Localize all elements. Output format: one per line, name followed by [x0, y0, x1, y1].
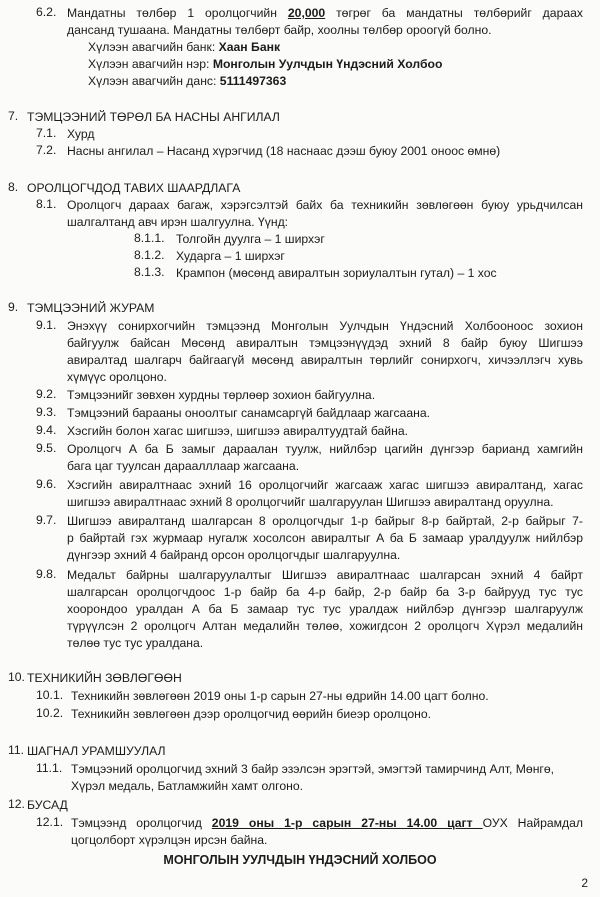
- item-10-1: Техникийн зөвлөгөөн 2019 оны 1-р сарын 27-ны өдрийн 14.00 цагт болно.: [71, 689, 489, 703]
- bank-row: Хүлээн авагчийн банк: Хаан Банк: [88, 40, 281, 54]
- item-9-6-line: шигшээ авиралтнаас эхний 8 оролцогчийг шалгаруулан Шигшээ авиралтанд оруулна.: [67, 495, 554, 509]
- item-number: 9.2.: [36, 387, 57, 401]
- recipient-name-row: Хүлээн авагчийн нэр: Монголын Уулчдын Үндэсний Холбоо: [88, 57, 443, 71]
- section-8-heading: ОРОЛЦОГЧДОД ТАВИХ ШААРДЛАГА: [27, 181, 241, 195]
- item-number: 10.1.: [36, 688, 64, 702]
- item-7-1: Хурд: [67, 127, 95, 141]
- account-value: 5111497363: [219, 74, 287, 88]
- item-8-1-3: Крампон (мөсөнд авиралтын зориулалтын гутал) – 1 хос: [176, 266, 497, 280]
- section-12-heading: БУСАД: [27, 798, 68, 812]
- item-number: 8.1.3.: [134, 265, 165, 279]
- item-9-8-line: төлөө тус тус уралдана.: [67, 636, 204, 650]
- item-9-1-line: байгуулж байсан Мөсөнд авиралтын тэмцээнүүдэд эхний 8 байр буюу Шигшээ: [67, 336, 583, 350]
- item-9-5-line: бага цаг туулсан дараалллаар жагсаана.: [67, 459, 300, 473]
- item-9-6-line: Хэсгийн авиралтнаас эхний 16 оролцогчийг жагсааж хагас шигшээ авиралтанд, хагас: [67, 478, 583, 492]
- item-12-1-line1: Тэмцээнд оролцогчид 2019 оны 1-р сарын 27-ны 14.00 цагт ОУХ Найрамдал: [71, 816, 584, 830]
- item-number: 8.1.2.: [134, 248, 165, 262]
- item-10-2: Техникийн зөвлөгөөн дээр оролцогчид өөрийн биеэр оролцоно.: [71, 707, 431, 721]
- item-number: 7.1.: [36, 126, 57, 140]
- section-number: 7.: [8, 109, 19, 123]
- item-8-1-line1: Оролцогч дараах багаж, хэрэгсэлтэй байх ба техникийн зөвлөгөөн буюу урьдчилсан: [67, 198, 583, 212]
- fee-amount: 20,000: [287, 6, 326, 20]
- item-number: 8.1.1.: [134, 231, 165, 245]
- item-number: 9.8.: [36, 567, 57, 581]
- item-9-7-line: дүнгээр эхний 4 байранд орсон оролцогчдыг шалгаруулна.: [67, 548, 401, 562]
- arrival-datetime: 2019 оны 1-р сарын 27-ны 14.00 цагт: [211, 816, 483, 830]
- recipient-name-value: Монголын Уулчдын Үндэсний Холбоо: [212, 57, 443, 71]
- item-12-1-line2: цогцолборт хүрэлцэн ирсэн байна.: [71, 833, 268, 847]
- item-9-8-line: Медальт байрны шалгаруулалтыг Шигшээ авиралтнаас шалгарсан эхний 4 байрт: [67, 568, 583, 582]
- item-number: 12.1.: [36, 815, 64, 829]
- item-8-1-1: Толгойн дуулга – 1 ширхэг: [176, 232, 325, 246]
- section-number: 10.: [8, 670, 25, 684]
- item-9-3: Тэмцээний барааны оноолтыг санамсаргүй байдлаар жагсаана.: [67, 406, 430, 420]
- item-9-1-line: хүмүүс оролцоно.: [67, 370, 167, 384]
- section-7-heading: ТЭМЦЭЭНИЙ ТӨРӨЛ БА НАСНЫ АНГИЛАЛ: [27, 110, 280, 124]
- item-9-7-line: Шигшээ авиралтанд шалгарсан 8 оролцогчдыг 1-р байрыг 8-р байртай, 2-р байрыг 7-: [67, 514, 583, 528]
- section-number: 8.: [8, 180, 19, 194]
- section-10-heading: ТЕХНИКИЙН ЗӨВЛӨГӨӨН: [27, 671, 182, 685]
- item-11-1-line2: Хүрэл медаль, Батламжийн хамт олгоно.: [71, 779, 303, 793]
- section-number: 12.: [8, 797, 25, 811]
- item-number: 9.4.: [36, 423, 57, 437]
- section-number: 9.: [8, 300, 19, 314]
- item-9-1-line: Энэхүү сонирхогчийн тэмцээнд Монголын Уулчдын Үндэсний Холбооноос зохион: [67, 319, 583, 333]
- item-7-2: Насны ангилал – Насанд хүрэгчид (18 наснаас дээш буюу 2001 оноос өмнө): [67, 144, 501, 158]
- item-9-4: Хэсгийн болон хагас шигшээ, шигшээ авиралтуудтай байна.: [67, 424, 409, 438]
- section-9-heading: ТЭМЦЭЭНИЙ ЖУРАМ: [27, 301, 155, 315]
- item-9-5-line: Оролцогч А ба Б замыг дараалан туулж, нийлбэр цагийн дүнгээр барианд хамгийн: [67, 442, 583, 456]
- item-9-2: Тэмцээнийг зөвхөн хурдны төрлөөр зохион байгуулна.: [67, 388, 376, 402]
- page-number: 2: [581, 876, 588, 890]
- item-8-1-2: Хударга – 1 ширхэг: [176, 249, 285, 263]
- section-number: 11.: [8, 743, 25, 757]
- item-9-7-line: р байртай гэх журмаар нугалж хосолсон авиралтыг А ба Б замаар уралдуулж нийлбэр: [67, 531, 583, 545]
- item-number: 9.5.: [36, 441, 57, 455]
- item-11-1-line1: Тэмцээний оролцогчид эхний 3 байр эзэлсэн эрэгтэй, эмэгтэй тамирчинд Алт, Мөнгө,: [71, 762, 555, 776]
- item-9-8-line: түрүүлсэн 2 оролцогч Алтан медалийн төлөө, хожигдсон 2 оролцогч Хүрэл медалийн: [67, 619, 583, 633]
- item-number: 9.7.: [36, 513, 57, 527]
- item-number: 9.6.: [36, 477, 57, 491]
- item-number: 9.3.: [36, 405, 57, 419]
- item-6-2-line1: Мандатны төлбөр 1 оролцогчийн 20,000 төгрөг ба мандатны төлбөрийг дараах: [67, 6, 584, 20]
- account-row: Хүлээн авагчийн данс: 5111497363: [88, 74, 287, 88]
- item-8-1-line2: шалгалтанд авч ирэн шалгуулна. Үүнд:: [67, 215, 289, 229]
- item-6-2-line2: дансанд тушаана. Мандатны төлбөрт байр, хоолны төлбөр ороогүй болно.: [67, 23, 492, 37]
- item-number: 8.1.: [36, 197, 57, 211]
- organization-signature: МОНГОЛЫН УУЛЧДЫН ҮНДЭСНИЙ ХОЛБОО: [163, 853, 437, 867]
- item-9-1-line: авиралтад шалгарч байгаагүй мөсөнд авиралтын төрлийг сонирхогч, хичээллэгч хувь: [67, 353, 583, 367]
- item-number: 11.1.: [36, 761, 63, 775]
- item-number: 9.1.: [36, 318, 57, 332]
- item-9-8-line: шалгарсан оролцогчдоос 1-р байр ба 4-р байр, 2-р байр ба 3-р байрууд тус тус: [67, 585, 583, 599]
- section-11-heading: ШАГНАЛ УРАМШУУЛАЛ: [27, 744, 166, 758]
- item-number: 7.2.: [36, 143, 57, 157]
- item-number: 10.2.: [36, 706, 64, 720]
- item-number: 6.2.: [36, 5, 57, 19]
- bank-value: Хаан Банк: [218, 40, 281, 54]
- item-9-8-line: хоорондоо уралдан А ба Б замаар тус тус уралдаж нийлбэр дүнгээр шалгаруулж: [67, 602, 583, 616]
